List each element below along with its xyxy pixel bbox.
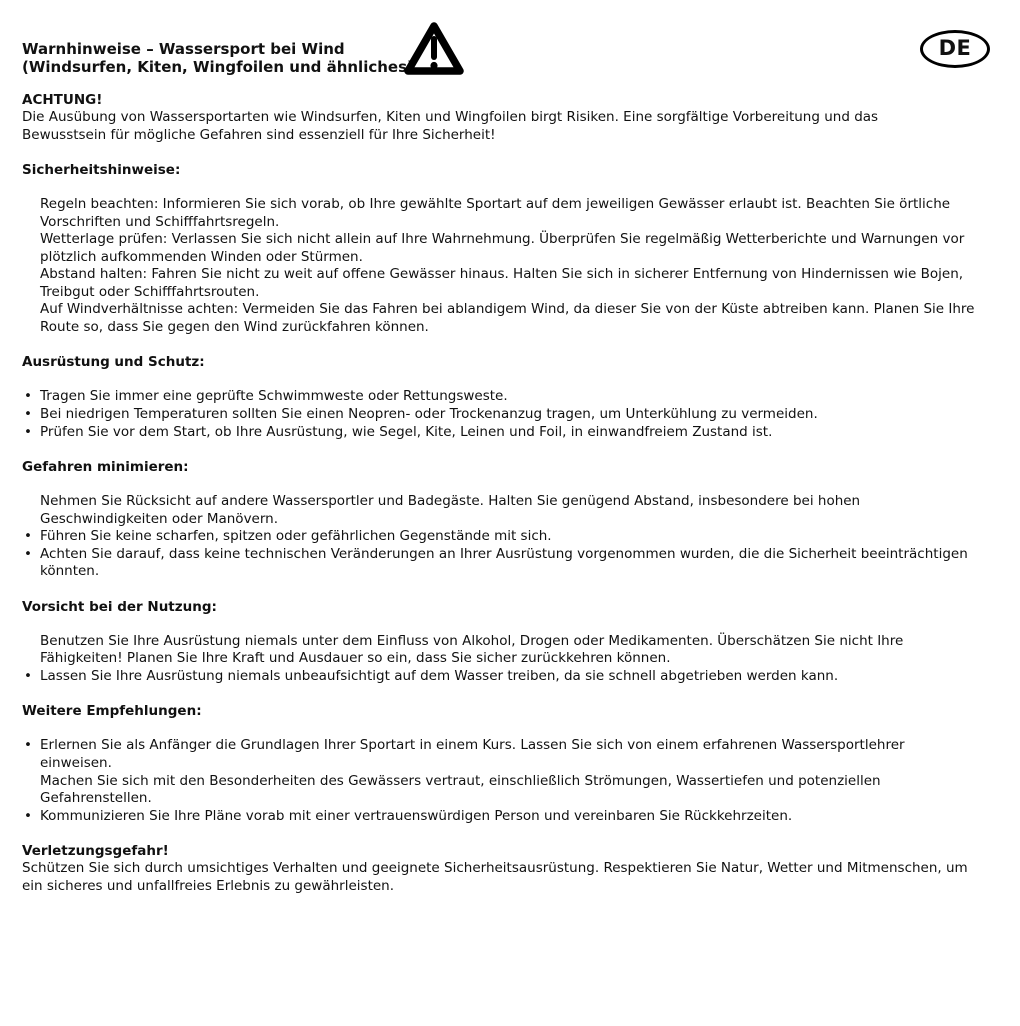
item-text: Tragen Sie immer eine geprüfte Schwimmweste oder Rettungsweste.	[40, 388, 508, 405]
warning-triangle-icon	[403, 20, 465, 80]
list-item	[22, 737, 980, 772]
item-text: Machen Sie sich mit den Besonderheiten des Gewässers vertraut, einschließlich Strömungen, Wassertiefen und potenziellen Gefahrenstellen.	[40, 772, 881, 807]
list-item	[22, 808, 980, 826]
section-heading: Vorsicht bei der Nutzung:	[22, 598, 217, 615]
item-text: Führen Sie keine scharfen, spitzen oder gefährlichen Gegenstände mit sich.	[40, 528, 552, 545]
list-item	[22, 266, 980, 301]
language-badge: DE	[920, 30, 990, 68]
list-item	[22, 301, 980, 336]
item-text: Benutzen Sie Ihre Ausrüstung niemals unter dem Einfluss von Alkohol, Drogen oder Medikamenten. Überschätzen Sie nicht Ihre Fähigkeiten! Planen Sie Ihre Kraft und Ausdauer so ein, dass Sie sicher zurückkehren können.	[40, 632, 904, 667]
list-item	[22, 424, 980, 442]
bullet-icon: •	[24, 807, 32, 824]
section-heading: Verletzungsgefahr!	[22, 843, 169, 860]
page-title	[22, 40, 980, 76]
section-heading: Sicherheitshinweise:	[22, 162, 181, 179]
item-text: Wetterlage prüfen: Verlassen Sie sich nicht allein auf Ihre Wahrnehmung. Überprüfen Sie regelmäßig Wetterberichte und Warnungen vor plötzlich aufkommenden Winden oder Stürmen.	[40, 231, 965, 265]
item-text: Lassen Sie Ihre Ausrüstung niemals unbeaufsichtigt auf dem Wasser treiben, da sie schnell abgetrieben werden kann.	[40, 667, 839, 684]
section-vorsicht-bei-der-nutzung	[22, 598, 980, 686]
section-achtung	[22, 91, 980, 144]
section-heading: ACHTUNG!	[22, 92, 103, 108]
list-item	[22, 546, 980, 581]
list-item	[22, 773, 980, 808]
section-verletzungsgefahr	[22, 842, 980, 895]
item-text: Erlernen Sie als Anfänger die Grundlagen Ihrer Sportart in einem Kurs. Lassen Sie sich von einem erfahrenen Wassersportlehrer einweisen.	[40, 737, 905, 772]
item-text: Auf Windverhältnisse achten: Vermeiden Sie das Fahren bei ablandigem Wind, da dieser Sie von der Küste abtreiben kann. Planen Sie Ihre Route so, dass Sie gegen den Wind zurückfahren können.	[40, 301, 975, 335]
bullet-icon: •	[24, 423, 32, 440]
section-weitere-empfehlungen	[22, 702, 980, 825]
bullet-icon: •	[24, 406, 32, 423]
bullet-icon: •	[24, 737, 32, 754]
list-item	[22, 633, 980, 668]
item-text: Bei niedrigen Temperaturen sollten Sie einen Neopren- oder Trockenanzug tragen, um Unterkühlung zu vermeiden.	[40, 406, 818, 423]
list-item	[22, 196, 980, 231]
list-item	[22, 388, 980, 406]
list-item	[22, 493, 980, 528]
list-item	[22, 668, 980, 686]
item-text: Regeln beachten: Informieren Sie sich vorab, ob Ihre gewählte Sportart auf dem jeweiligen Gewässer erlaubt ist. Beachten Sie örtliche Vorschriften und Schifffahrtsregeln.	[40, 196, 951, 230]
item-text: Prüfen Sie vor dem Start, ob Ihre Ausrüstung, wie Segel, Kite, Leinen und Foil, in einwandfreiem Zustand ist.	[40, 423, 773, 440]
item-text: Kommunizieren Sie Ihre Pläne vorab mit einer vertrauenswürdigen Person und vereinbaren Sie Rückkehrzeiten.	[40, 807, 793, 824]
title-line-2: (Windsurfen, Kiten, Wingfoilen und ähnliches)	[22, 58, 414, 76]
section-ausruestung-und-schutz	[22, 353, 980, 441]
section-sicherheitshinweise	[22, 161, 980, 336]
list-item	[22, 406, 980, 424]
paragraph: Die Ausübung von Wassersportarten wie Windsurfen, Kiten und Wingfoilen birgt Risiken. Eine sorgfältige Vorbereitung und das Bewusstsein für mögliche Gefahren sind essenziell für Ihre Sicherheit!	[22, 109, 879, 143]
item-text: Achten Sie darauf, dass keine technischen Veränderungen an Ihrer Ausrüstung vorgenommen wurden, die die Sicherheit beeinträchtigen könnten.	[40, 545, 968, 580]
bullet-icon: •	[24, 388, 32, 405]
section-heading: Weitere Empfehlungen:	[22, 703, 202, 720]
paragraph: Schützen Sie sich durch umsichtiges Verhalten und geeignete Sicherheitsausrüstung. Respektieren Sie Natur, Wetter und Mitmenschen, um ein sicheres und unfallfreies Erlebnis zu gewährleisten.	[22, 860, 968, 894]
item-text: Nehmen Sie Rücksicht auf andere Wassersportler und Badegäste. Halten Sie genügend Abstand, insbesondere bei hohen Geschwindigkeiten oder Manövern.	[40, 493, 861, 527]
section-heading: Gefahren minimieren:	[22, 459, 189, 476]
section-gefahren-minimieren	[22, 458, 980, 581]
item-text: Abstand halten: Fahren Sie nicht zu weit auf offene Gewässer hinaus. Halten Sie sich in sicherer Entfernung von Hindernissen wie Bojen, Treibgut oder Schifffahrtsrouten.	[40, 266, 964, 300]
bullet-icon: •	[24, 528, 32, 545]
list-item	[22, 231, 980, 266]
section-heading: Ausrüstung und Schutz:	[22, 354, 205, 371]
list-item	[22, 528, 980, 546]
bullet-icon: •	[24, 667, 32, 684]
bullet-icon: •	[24, 545, 32, 562]
title-line-1: Warnhinweise – Wassersport bei Wind	[22, 40, 345, 58]
